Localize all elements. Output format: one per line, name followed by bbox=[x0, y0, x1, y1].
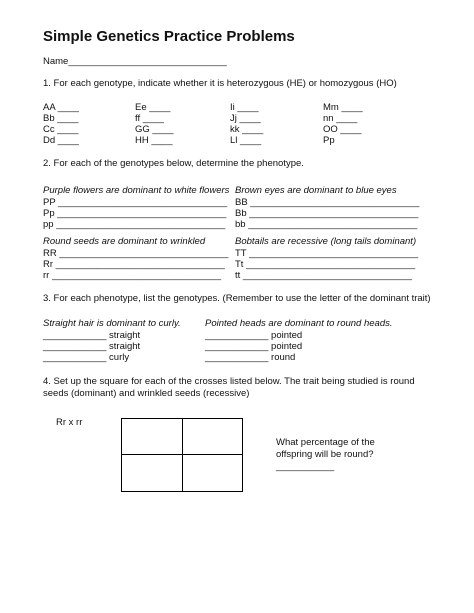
question-4-prompt-line-2: seeds (dominant) and wrinkled seeds (recessive) bbox=[43, 388, 250, 399]
genotype-item[interactable]: Ii ____ bbox=[230, 102, 259, 113]
punnett-square[interactable] bbox=[121, 418, 243, 492]
punnett-divider-horizontal bbox=[122, 454, 242, 455]
genotype-item[interactable]: GG ____ bbox=[135, 124, 174, 135]
trait-heading: Brown eyes are dominant to blue eyes bbox=[235, 185, 397, 196]
answer-line[interactable]: ____________ straight bbox=[43, 330, 141, 341]
name-field[interactable]: Name______________________________ bbox=[43, 56, 227, 67]
answer-line[interactable]: Rr ________________________________ bbox=[43, 259, 225, 270]
genotype-item[interactable]: HH ____ bbox=[135, 135, 173, 146]
percentage-question-line-1: What percentage of the bbox=[276, 437, 375, 448]
answer-line[interactable]: ____________ curly bbox=[43, 352, 130, 363]
answer-line[interactable]: pp ________________________________ bbox=[43, 219, 226, 230]
answer-line[interactable]: RR ________________________________ bbox=[43, 248, 229, 259]
genotype-item[interactable]: Ll ____ bbox=[230, 135, 262, 146]
question-3-prompt: 3. For each phenotype, list the genotypes. (Remember to use the letter of the dominant trait) bbox=[43, 293, 431, 304]
answer-line[interactable]: Pp ________________________________ bbox=[43, 208, 227, 219]
genotype-item[interactable]: Cc ____ bbox=[43, 124, 79, 135]
cross-label: Rr x rr bbox=[56, 417, 83, 428]
answer-line[interactable]: ____________ round bbox=[205, 352, 296, 363]
genotype-item[interactable]: AA ____ bbox=[43, 102, 79, 113]
genotype-item[interactable]: Ee ____ bbox=[135, 102, 171, 113]
genotype-item[interactable]: OO ____ bbox=[323, 124, 362, 135]
answer-line[interactable]: tt ________________________________ bbox=[235, 270, 412, 281]
answer-line[interactable]: Bb ________________________________ bbox=[235, 208, 419, 219]
genotype-item[interactable]: kk ____ bbox=[230, 124, 264, 135]
question-1-prompt: 1. For each genotype, indicate whether it is heterozygous (HE) or homozygous (HO) bbox=[43, 78, 397, 89]
trait-heading: Bobtails are recessive (long tails dominant) bbox=[235, 236, 417, 247]
answer-line[interactable]: Tt ________________________________ bbox=[235, 259, 416, 270]
answer-line[interactable]: TT ________________________________ bbox=[235, 248, 419, 259]
answer-line[interactable]: PP ________________________________ bbox=[43, 197, 228, 208]
percentage-question-line-2: offspring will be round? bbox=[276, 449, 374, 460]
answer-line[interactable]: bb ________________________________ bbox=[235, 219, 418, 230]
genotype-item[interactable]: nn ____ bbox=[323, 113, 358, 124]
answer-line[interactable]: ____________ pointed bbox=[205, 341, 303, 352]
genotype-item[interactable]: Bb ____ bbox=[43, 113, 79, 124]
genotype-item[interactable]: Dd ____ bbox=[43, 135, 79, 146]
trait-heading: Round seeds are dominant to wrinkled bbox=[43, 236, 206, 247]
percentage-answer-blank[interactable]: ___________ bbox=[276, 461, 335, 472]
answer-line[interactable]: ____________ pointed bbox=[205, 330, 303, 341]
trait-heading: Straight hair is dominant to curly. bbox=[43, 318, 181, 329]
genotype-item[interactable]: Jj ____ bbox=[230, 113, 261, 124]
answer-line[interactable]: ____________ straight bbox=[43, 341, 141, 352]
genotype-item[interactable]: ff ____ bbox=[135, 113, 164, 124]
answer-line[interactable]: BB ________________________________ bbox=[235, 197, 420, 208]
page-title: Simple Genetics Practice Problems bbox=[43, 28, 295, 45]
trait-heading: Pointed heads are dominant to round heads. bbox=[205, 318, 393, 329]
genotype-item: Pp bbox=[323, 135, 335, 146]
question-2-prompt: 2. For each of the genotypes below, determine the phenotype. bbox=[43, 158, 304, 169]
genotype-item[interactable]: Mm ____ bbox=[323, 102, 363, 113]
punnett-divider-vertical bbox=[182, 419, 183, 491]
trait-heading: Purple flowers are dominant to white flowers bbox=[43, 185, 230, 196]
answer-line[interactable]: rr ________________________________ bbox=[43, 270, 222, 281]
question-4-prompt-line-1: 4. Set up the square for each of the crosses listed below. The trait being studied is round bbox=[43, 376, 415, 387]
